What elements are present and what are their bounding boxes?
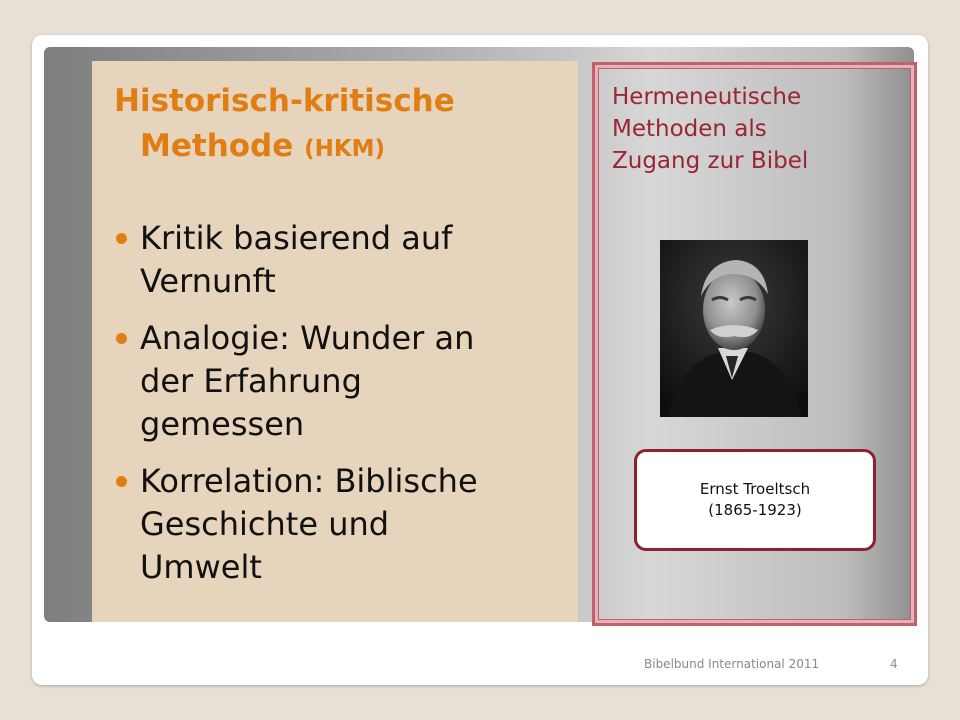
bullet-dot-icon (116, 476, 127, 487)
bullet-line: gemessen (140, 405, 305, 443)
heading-method-word: Methode (140, 128, 294, 164)
title-line: Zugang zur Bibel (612, 148, 809, 174)
bullet-line: der Erfahrung (140, 362, 362, 400)
bullet-line: Geschichte und (140, 505, 390, 543)
bullet-line: Vernunft (140, 262, 276, 300)
bullet-dot-icon (116, 233, 127, 244)
bullet-line: Umwelt (140, 548, 262, 586)
slide (32, 35, 928, 685)
bullet-dot-icon (116, 333, 127, 344)
bullet-item (114, 460, 574, 589)
bullet-line: Korrelation: Biblische (140, 462, 478, 500)
slide-number: 4 (890, 657, 898, 671)
portrait-caption (634, 449, 876, 551)
bullet-item (114, 217, 574, 303)
caption-years: (1865-1923) (708, 501, 802, 519)
slide-title (612, 81, 902, 177)
portrait-photo (660, 240, 808, 417)
left-content-box (92, 61, 578, 622)
slide-heading (114, 79, 554, 172)
slide-content-panel (44, 47, 914, 622)
footer-text: Bibelbund International 2011 (644, 657, 820, 671)
caption-name: Ernst Troeltsch (699, 480, 811, 498)
heading-abbreviation: (HKM) (304, 136, 386, 162)
title-line: Methoden als (612, 116, 767, 142)
heading-line-1: Historisch-kritische (114, 83, 455, 119)
title-line: Hermeneutische (612, 84, 802, 110)
bullet-line: Kritik basierend auf (140, 219, 453, 257)
heading-line-2 (114, 124, 554, 172)
bullet-line: Analogie: Wunder an (140, 319, 475, 357)
bullet-item (114, 317, 574, 446)
bullet-list (114, 217, 574, 603)
